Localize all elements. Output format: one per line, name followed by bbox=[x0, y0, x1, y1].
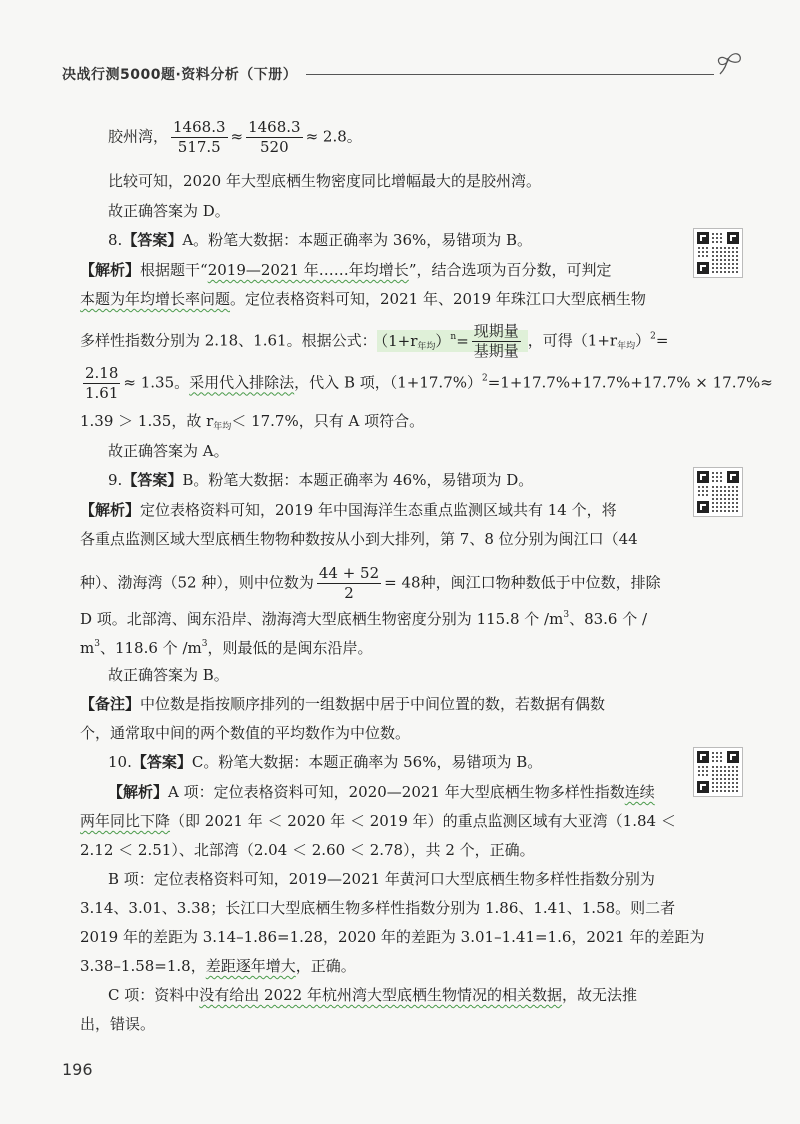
q9-analysis-line4: D 项。北部湾、闽东沿岸、渤海湾大型底栖生物密度分别为 115.8 个 $/m^3$、83.6 个 / bbox=[80, 610, 648, 628]
fraction-1: $\frac{1468.3}{517.5}$ bbox=[173, 118, 226, 156]
header-rule bbox=[306, 74, 714, 75]
fraction-median: $\frac{44 + 52}{2}$ bbox=[318, 564, 380, 602]
q10-b-line3: 2019 年的差距为 3.14–1.86=1.28，2020 年的差距为 3.01–1.41=1.6，2021 年的差距为 bbox=[80, 928, 705, 946]
q9-analysis-line1: 【解析】定位表格资料可知，2019 年中国海洋生态重点监测区域共有 14 个，将 bbox=[80, 501, 617, 519]
q8-analysis-line4: $\frac{2.18}{1.61}$ ≈ 1.35。采用代入排除法，代入 B 项，$(1+17.7\%)^2=1+17.7\%+17.7\%+17.7\% \times 17.7\%\approx$ bbox=[85, 364, 773, 402]
q10-b-line2: 3.14、3.01、3.38；长江口大型底栖生物多样性指数分别为 1.86、1.41、1.58。则二者 bbox=[80, 899, 676, 917]
q8-analysis-line2: 本题为年均增长率问题。定位表格资料可知，2021 年、2019 年珠江口大型底栖生物 bbox=[80, 290, 646, 308]
q9-analysis-line5: $m^3$、118.6 个 $/m^3$，则最低的是闽东沿岸。 bbox=[80, 639, 373, 657]
q9-note-line2: 个，通常取中间的两个数值的平均数作为中位数。 bbox=[80, 724, 411, 742]
qr-code-icon[interactable] bbox=[693, 467, 743, 517]
q9-analysis-line2: 各重点监测区域大型底栖生物物种数按从小到大排列，第 7、8 位分别为闽江口（44 bbox=[80, 530, 638, 548]
q10-c-line2: 出，错误。 bbox=[80, 1015, 156, 1033]
running-header-title: 决战行测5000题·资料分析（下册） bbox=[62, 67, 298, 83]
q10-c-line1: C 项：资料中没有给出 2022 年杭州湾大型底栖生物情况的相关数据，故无法推 bbox=[108, 986, 637, 1004]
qr-code-icon[interactable] bbox=[693, 747, 743, 797]
q8-analysis-line1: 【解析】根据题干“2019—2021 年……年均增长”，结合选项为百分数，可判定 bbox=[80, 261, 612, 279]
q10-answer: 10.【答案】C。粉笔大数据：本题正确率为 56%，易错项为 B。 bbox=[108, 753, 543, 771]
formula-highlight: $(1+r_{年均})^n=$ $\frac{\text{现期量}}{\text{基期量}}$ bbox=[377, 330, 528, 352]
fraction-218-161: $\frac{2.18}{1.61}$ bbox=[85, 364, 119, 402]
sprout-icon bbox=[712, 46, 748, 82]
q9-note-line1: 【备注】中位数是指按顺序排列的一组数据中居于中间位置的数，若数据有偶数 bbox=[80, 695, 606, 713]
q8-answer: 8.【答案】A。粉笔大数据：本题正确率为 36%，易错项为 B。 bbox=[108, 231, 533, 249]
q10-analysis-line1: 【解析】A 项：定位表格资料可知，2020—2021 年大型底栖生物多样性指数连续 bbox=[108, 783, 655, 801]
comparison-text: 比较可知，2020 年大型底栖生物密度同比增幅最大的是胶州湾。 bbox=[108, 172, 541, 190]
fraction-2: $\frac{1468.3}{520}$ bbox=[248, 118, 301, 156]
q10-b-line4: 3.38–1.58=1.8，差距逐年增大，正确。 bbox=[80, 957, 356, 975]
qr-code-icon[interactable] bbox=[693, 228, 743, 278]
page-number: 196 bbox=[62, 1060, 93, 1079]
jiaozhou-calc: 胶州湾， $\frac{1468.3}{517.5}$ ≈ $\frac{1468.3}{520}$ ≈ 2.8。 bbox=[108, 118, 362, 156]
q8-analysis-line5: 1.39 ＞ 1.35，故 $r_{年均}< 17.7\%$，只有 A 项符合。 bbox=[80, 412, 425, 432]
q10-analysis-line3: 2.12 ＜ 2.51）、北部湾（2.04 ＜ 2.60 ＜ 2.78），共 2 个，正确。 bbox=[80, 841, 535, 859]
q9-conclusion: 故正确答案为 B。 bbox=[108, 666, 229, 684]
q9-analysis-line3: 种）、渤海湾（52 种），则中位数为 $\frac{44 + 52}{2}$ = 48种，闽江口物种数低于中位数，排除 bbox=[80, 564, 661, 602]
q10-analysis-line2: 两年同比下降（即 2021 年 ＜ 2020 年 ＜ 2019 年）的重点监测区域有大亚湾（1.84 ＜ bbox=[80, 812, 676, 830]
calc-prefix: 胶州湾， bbox=[108, 127, 169, 146]
q10-b-line1: B 项：定位表格资料可知，2019—2021 年黄河口大型底栖生物多样性指数分别为 bbox=[108, 870, 655, 888]
q9-answer: 9.【答案】B。粉笔大数据：本题正确率为 46%，易错项为 D。 bbox=[108, 471, 534, 489]
q8-conclusion: 故正确答案为 A。 bbox=[108, 442, 229, 460]
q8-analysis-line3: 多样性指数分别为 2.18、1.61。根据公式： $(1+r_{年均})^n=$ $\frac{\text{现期量}}{\text{基期量}}$ ，可得$(1+r_{年均})^2=$ bbox=[80, 322, 669, 360]
conclusion-d: 故正确答案为 D。 bbox=[108, 202, 230, 220]
